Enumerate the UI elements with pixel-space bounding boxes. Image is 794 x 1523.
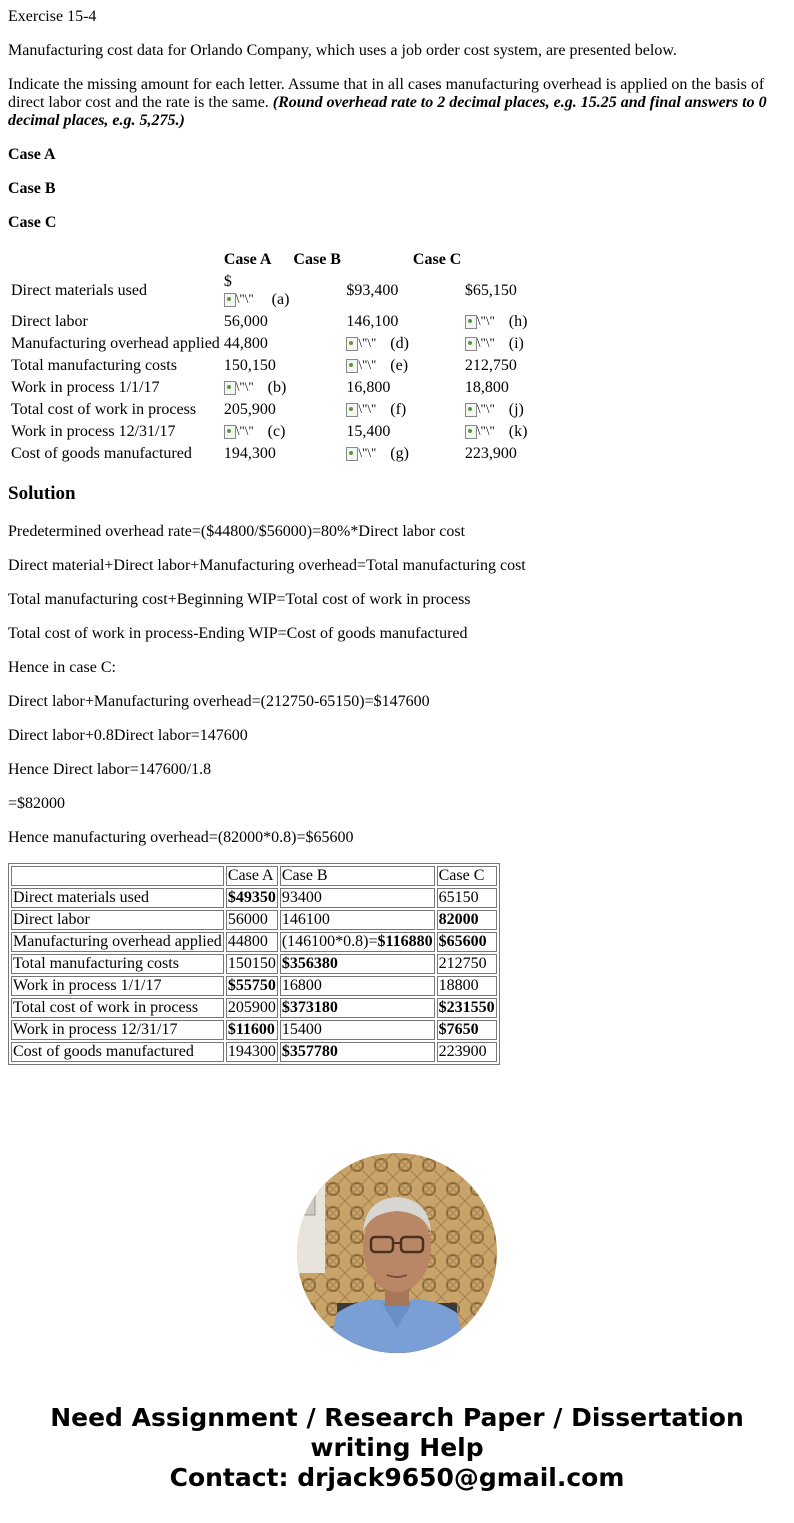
problem-row (10, 444, 528, 464)
broken-image-icon: \"\" (224, 424, 254, 440)
solution-header-case-c: Case C (437, 866, 497, 886)
case-b-label: Case B (8, 180, 56, 197)
problem-cell-case-a (223, 422, 291, 442)
case-c-label: Case C (8, 214, 57, 231)
exercise-title: Exercise 15-4 (8, 8, 97, 25)
problem-row (10, 334, 528, 354)
problem-cell-case-c (412, 422, 529, 442)
problem-value: 15,400 (346, 423, 391, 440)
solution-cell-case-c: 212750 (437, 954, 497, 974)
dollar-sign: $ (223, 273, 232, 290)
solution-cell-case-c: 223900 (437, 1042, 497, 1062)
broken-image-icon: \"\" (346, 446, 376, 462)
solution-cell-case-b: 16800 (280, 976, 435, 996)
solution-cell-case-a: $11600 (226, 1020, 278, 1040)
problem-cell-case-c (412, 272, 529, 310)
missing-letter: (g) (390, 445, 409, 462)
problem-cell-case-a: 150,150 (223, 357, 276, 374)
problem-row-label: Total cost of work in process (11, 401, 197, 418)
solution-row (11, 998, 497, 1018)
problem-row-label: Total manufacturing costs (11, 357, 177, 374)
solution-row (11, 888, 497, 908)
problem-header-row (10, 250, 528, 270)
problem-cell-case-b (292, 422, 410, 442)
problem-row (10, 356, 528, 376)
solution-row-label: Work in process 1/1/17 (11, 976, 224, 996)
problem-cell-case-b (292, 400, 410, 420)
solution-header-blank (11, 866, 224, 886)
problem-row-label: Manufacturing overhead applied (11, 335, 220, 352)
author-photo-illustration (297, 1153, 497, 1353)
solution-line: Direct material+Direct labor+Manufacturing overhead=Total manufacturing cost (8, 557, 526, 574)
intro-text: Manufacturing cost data for Orlando Company, which uses a job order cost system, are presented below. (8, 42, 677, 59)
solution-row (11, 1042, 497, 1062)
solution-row (11, 910, 497, 930)
problem-row (10, 378, 528, 398)
problem-cell-case-c (412, 334, 529, 354)
problem-value: 212,750 (464, 357, 517, 374)
problem-cell-case-b (292, 272, 410, 310)
solution-row-label: Direct materials used (11, 888, 224, 908)
problem-cell-case-a: 205,900 (223, 401, 276, 418)
instructions (8, 76, 786, 130)
solution-cell-case-c: $231550 (438, 999, 495, 1016)
solution-answer: $116880 (377, 933, 433, 950)
problem-value: 16,800 (346, 379, 391, 396)
solution-cell-case-a: 194300 (227, 1043, 276, 1060)
problem-cell-case-b (292, 444, 410, 464)
solution-heading: Solution (8, 483, 76, 504)
solution-cell-case-b: 146100 (280, 910, 435, 930)
problem-row-label: Direct materials used (11, 282, 147, 299)
broken-image-icon: \"\" (346, 336, 376, 352)
broken-image-icon: \"\" (465, 424, 495, 440)
solution-line: Hence Direct labor=147600/1.8 (8, 761, 212, 778)
problem-cell-case-a (223, 378, 291, 398)
missing-letter: (k) (508, 423, 528, 440)
solution-cell-case-b: $357780 (280, 1042, 435, 1062)
solution-header-row (11, 866, 497, 886)
solution-cell-case-a: 150150 (227, 955, 276, 972)
missing-letter: (f) (390, 401, 407, 418)
case-a-label: Case A (8, 146, 56, 163)
solution-line: Predetermined overhead rate=($44800/$56000)=80%*Direct labor cost (8, 523, 466, 540)
broken-image-icon: \"\" (346, 358, 376, 374)
solution-row-label: Cost of goods manufactured (11, 1042, 224, 1062)
solution-cell-case-a: $55750 (227, 977, 276, 994)
problem-cell-case-c (412, 356, 529, 376)
solution-header-case-a: Case A (226, 866, 278, 886)
problem-row (10, 312, 528, 332)
problem-row-label: Cost of goods manufactured (11, 445, 192, 462)
promo-footer (0, 1403, 794, 1493)
missing-letter: (b) (267, 379, 287, 396)
broken-image-icon: \"\" (465, 314, 495, 330)
problem-cell-case-a: 44,800 (223, 335, 268, 352)
missing-letter: (h) (508, 313, 528, 330)
instructions-note: (Round overhead rate to 2 decimal places, e.g. 15.25 and final answers to 0 decimal places, e.g. 5,275.) (8, 94, 767, 129)
solution-line: Direct labor+0.8Direct labor=147600 (8, 727, 248, 744)
problem-value: 223,900 (464, 445, 517, 462)
problem-cell-case-b (292, 334, 410, 354)
solution-cell-case-a: 44800 (226, 932, 278, 952)
solution-cell-case-b: 15400 (280, 1020, 435, 1040)
solution-header-case-b: Case B (280, 866, 435, 886)
solution-cell-case-c: 65150 (437, 888, 497, 908)
solution-line: Hence in case C: (8, 659, 116, 676)
solution-row-label: Direct labor (11, 910, 224, 930)
missing-letter: (a) (271, 291, 290, 308)
instructions-text: Indicate the missing amount for each letter. Assume that in all cases manufacturing overhead is applied on the basis of direct labor cost and the rate is the same. (8, 76, 765, 111)
problem-value: $65,150 (464, 282, 517, 299)
problem-header-blank (10, 250, 221, 270)
solution-cell-case-c: $65600 (437, 932, 497, 952)
solution-line: Hence manufacturing overhead=(82000*0.8)=$65600 (8, 829, 354, 846)
problem-cell-case-a (223, 272, 291, 310)
problem-value: 146,100 (346, 313, 399, 330)
problem-cell-case-c (412, 312, 529, 332)
problem-header-case-b: Case B (293, 251, 341, 268)
solution-cell-case-b: $373180 (280, 998, 435, 1018)
solution-cell-case-c: 82000 (437, 910, 497, 930)
solution-cell-case-b: 93400 (280, 888, 435, 908)
promo-line-1: Need Assignment / Research Paper / Dissertation (50, 1403, 744, 1432)
solution-row-label: Total manufacturing costs (11, 954, 224, 974)
problem-cell-case-b (292, 378, 410, 398)
solution-formula: (146100*0.8)= (281, 933, 378, 950)
broken-image-icon: \"\" (346, 402, 376, 418)
problem-cell-case-c (412, 378, 529, 398)
problem-row (10, 272, 528, 310)
problem-value: $93,400 (346, 282, 399, 299)
problem-row (10, 422, 528, 442)
solution-cell-case-a: 56000 (226, 910, 278, 930)
problem-cell-case-a: 56,000 (223, 313, 268, 330)
blank-with-dollar (224, 273, 254, 309)
problem-row-label: Work in process 12/31/17 (11, 423, 176, 440)
solution-line: Total manufacturing cost+Beginning WIP=Total cost of work in process (8, 591, 471, 608)
solution-row (11, 954, 497, 974)
missing-letter: (i) (508, 335, 524, 352)
problem-value: 18,800 (464, 379, 509, 396)
solution-line: Direct labor+Manufacturing overhead=(212750-65150)=$147600 (8, 693, 430, 710)
solution-line: =$82000 (8, 795, 66, 812)
solution-table (8, 863, 500, 1065)
problem-row-label: Work in process 1/1/17 (11, 379, 160, 396)
solution-row-label: Manufacturing overhead applied (13, 933, 222, 950)
missing-letter: (e) (390, 357, 409, 374)
problem-header-case-c: Case C (412, 251, 462, 268)
problem-header-case-a: Case A (223, 251, 272, 268)
missing-letter: (j) (508, 401, 524, 418)
solution-cell-case-c: $7650 (437, 1020, 497, 1040)
problem-table (8, 248, 530, 466)
problem-cell-case-b (292, 356, 410, 376)
problem-cell-case-c (412, 400, 529, 420)
broken-image-icon: \"\" (224, 292, 254, 308)
author-avatar (297, 1153, 497, 1353)
missing-letter: (d) (390, 335, 409, 352)
promo-line-2: writing Help (310, 1433, 484, 1462)
solution-row-label: Total cost of work in process (11, 998, 224, 1018)
solution-cell-case-a: 205900 (227, 999, 276, 1016)
broken-image-icon: \"\" (465, 402, 495, 418)
solution-cell-case-b (280, 932, 435, 952)
broken-image-icon: \"\" (465, 336, 495, 352)
problem-cell-case-c (412, 444, 529, 464)
solution-line: Total cost of work in process-Ending WIP=Cost of goods manufactured (8, 625, 468, 642)
missing-letter: (c) (267, 423, 286, 440)
solution-row (11, 932, 497, 952)
problem-cell-case-b (292, 312, 410, 332)
solution-cell-case-b: $356380 (280, 954, 435, 974)
problem-row (10, 400, 528, 420)
solution-row-label: Work in process 12/31/17 (11, 1020, 224, 1040)
solution-cell-case-a: $49350 (227, 889, 276, 906)
solution-row (11, 1020, 497, 1040)
broken-image-icon: \"\" (224, 380, 254, 396)
solution-cell-case-c: 18800 (437, 976, 497, 996)
problem-row-label: Direct labor (11, 313, 88, 330)
promo-contact: Contact: drjack9650@gmail.com (169, 1463, 625, 1492)
problem-cell-case-a: 194,300 (223, 445, 276, 462)
solution-row (11, 976, 497, 996)
